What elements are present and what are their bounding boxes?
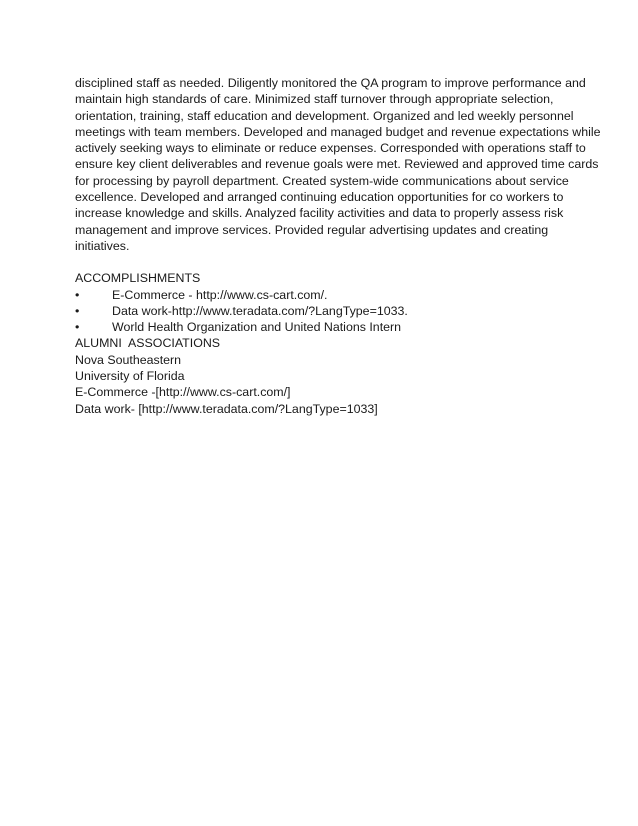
accomplishment-text: Data work-http://www.teradata.com/?LangType=1033.: [112, 303, 408, 318]
accomplishment-text: E-Commerce - http://www.cs-cart.com/.: [112, 287, 328, 302]
accomplishments-section: [75, 270, 575, 335]
alumni-heading: ALUMNI ASSOCIATIONS: [75, 336, 221, 351]
accomplishment-item: [75, 319, 575, 335]
bullet-icon: •: [75, 320, 80, 335]
paragraph-line: meetings with team members. Developed and managed budget and revenue expectations while: [75, 124, 601, 139]
paragraph-line: increase knowledge and skills. Analyzed facility activities and data to properly assess risk: [75, 206, 564, 221]
alumni-line: E-Commerce -[http://www.cs-cart.com/]: [75, 385, 291, 400]
paragraph-line: maintain high standards of care. Minimized staff turnover through appropriate selection,: [75, 92, 554, 107]
paragraph-line: for processing by payroll department. Created system-wide communications about service: [75, 173, 569, 188]
document-content: [75, 75, 601, 417]
accomplishment-text: World Health Organization and United Nations Intern: [112, 320, 402, 335]
section-spacer: [75, 254, 575, 270]
paragraph-line: management and improve services. Provided regular advertising updates and creating: [75, 222, 549, 237]
accomplishment-item: [75, 287, 575, 303]
alumni-section: [75, 335, 575, 416]
paragraph-line: orientation, training, staff education and development. Organized and led weekly personnel: [75, 108, 574, 123]
accomplishments-heading: ACCOMPLISHMENTS: [75, 271, 201, 286]
alumni-line: University of Florida: [75, 369, 185, 384]
accomplishment-item: [75, 303, 575, 319]
experience-paragraph: [75, 75, 601, 254]
alumni-line: Nova Southeastern: [75, 352, 182, 367]
paragraph-line: ensure key client deliverables and revenue goals were met. Reviewed and approved time cards: [75, 157, 599, 172]
paragraph-line: initiatives.: [75, 238, 130, 253]
alumni-line: Data work- [http://www.teradata.com/?LangType=1033]: [75, 401, 378, 416]
paragraph-line: actively seeking ways to eliminate or reduce expenses. Corresponded with operations staff to: [75, 141, 586, 156]
paragraph-line: excellence. Developed and arranged continuing education opportunities for co workers to: [75, 190, 564, 205]
bullet-icon: •: [75, 287, 80, 302]
paragraph-line: disciplined staff as needed. Diligently monitored the QA program to improve performance and: [75, 76, 586, 90]
bullet-icon: •: [75, 303, 80, 318]
